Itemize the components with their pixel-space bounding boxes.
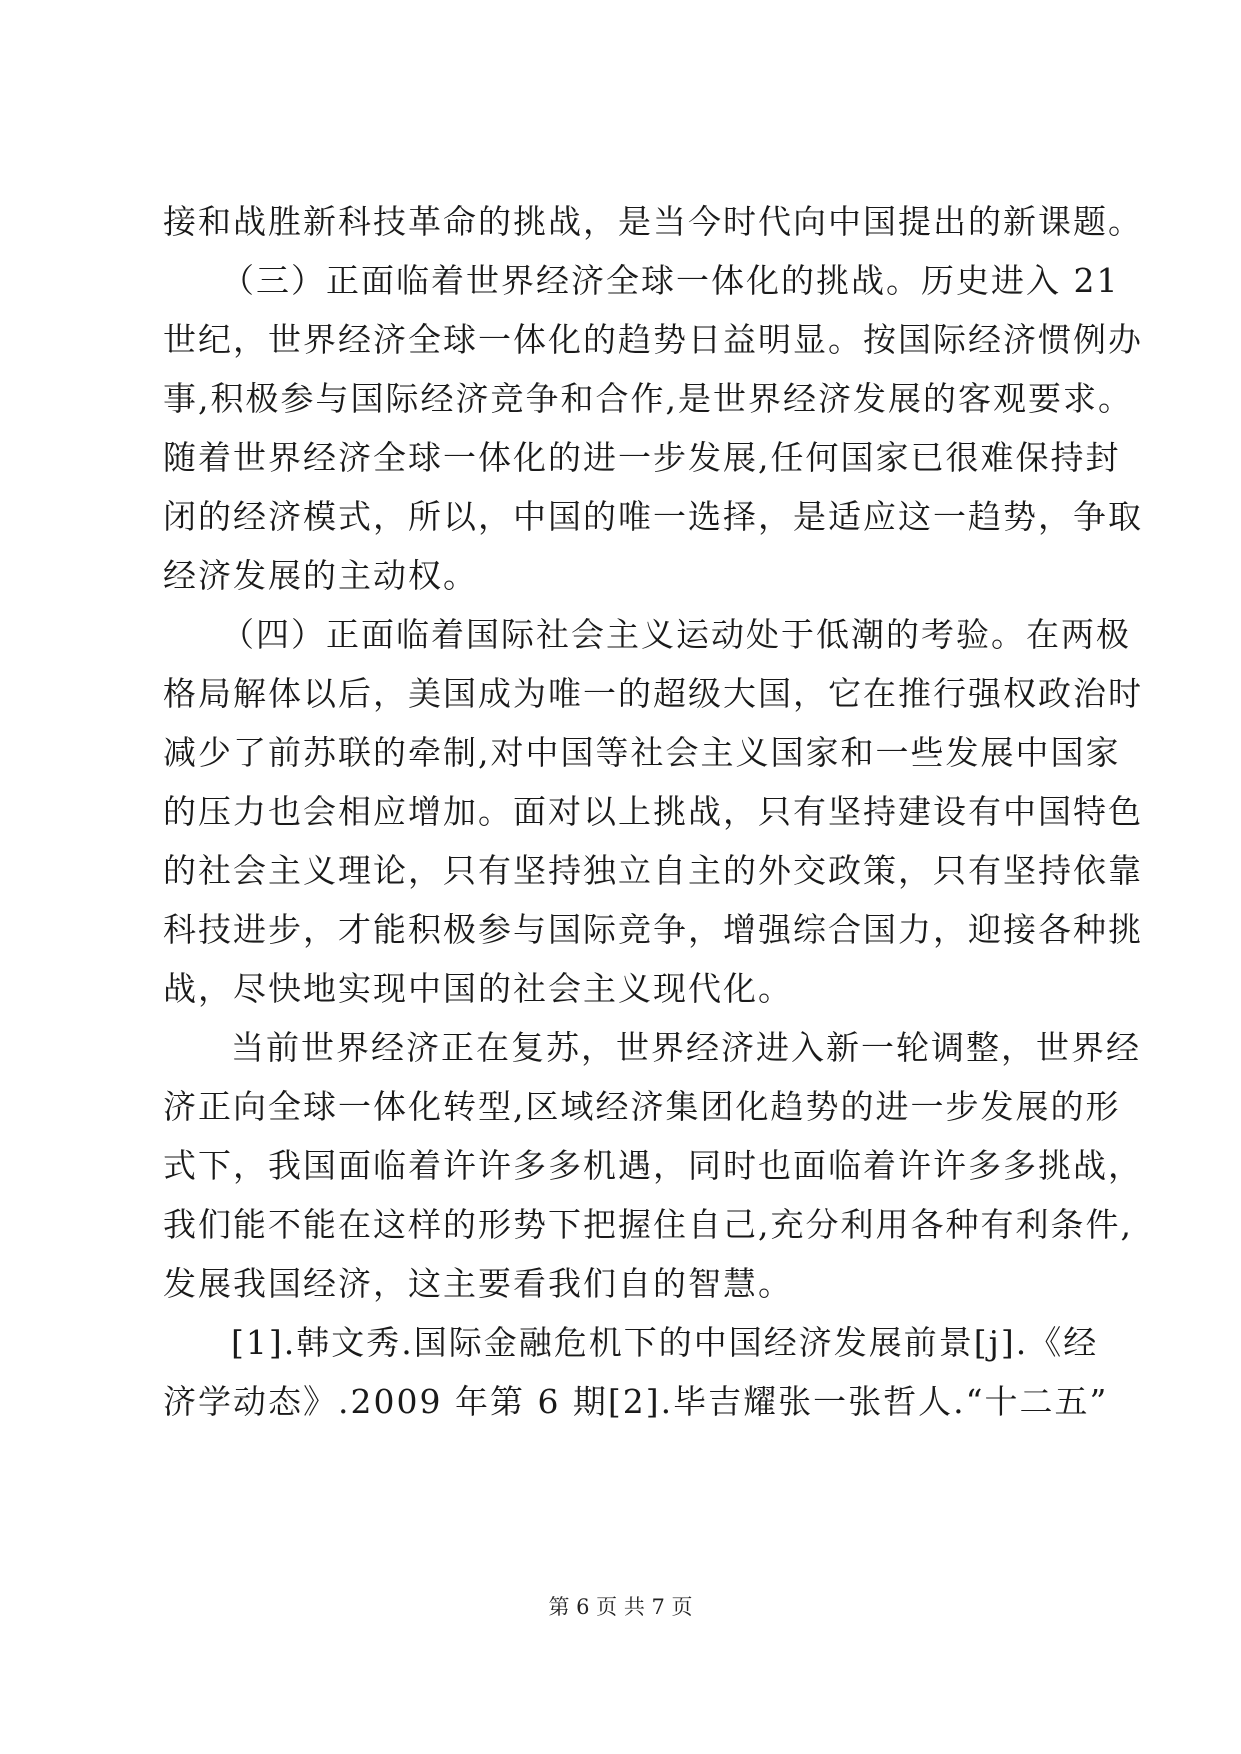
page-number-footer: 第 6 页 共 7 页 (548, 1595, 693, 1619)
text-line: 的社会主义理论，只有坚持独立自主的外交政策，只有坚持依靠 (163, 851, 1143, 890)
text-line: 科技进步，才能积极参与国际竞争，增强综合国力，迎接各种挑 (163, 910, 1143, 949)
text-line: 我们能不能在这样的形势下把握住自己,充分利用各种有利条件, (163, 1205, 1133, 1244)
text-line: 格局解体以后，美国成为唯一的超级大国，它在推行强权政治时 (163, 674, 1143, 713)
paragraph-start: 当前世界经济正在复苏，世界经济进入新一轮调整，世界经 (231, 1028, 1141, 1067)
text-line: 发展我国经济，这主要看我们自的智慧。 (163, 1264, 793, 1303)
text-line: 随着世界经济全球一体化的进一步发展,任何国家已很难保持封 (163, 438, 1121, 477)
reference-line: [1].韩文秀.国际金融危机下的中国经济发展前景[j].《经 (231, 1323, 1099, 1362)
text-line: 战，尽快地实现中国的社会主义现代化。 (163, 969, 793, 1008)
section-heading-3: （三）正面临着世界经济全球一体化的挑战。历史进入 21 (221, 261, 1120, 300)
text-line: 式下，我国面临着许许多多机遇，同时也面临着许许多多挑战， (163, 1146, 1143, 1185)
text-line: 闭的经济模式，所以，中国的唯一选择，是适应这一趋势，争取 (163, 497, 1143, 536)
text-line: 的压力也会相应增加。面对以上挑战，只有坚持建设有中国特色 (163, 792, 1143, 831)
text-line: 接和战胜新科技革命的挑战，是当今时代向中国提出的新课题。 (163, 202, 1143, 241)
text-line: 减少了前苏联的牵制,对中国等社会主义国家和一些发展中国家 (163, 733, 1121, 772)
text-line: 济正向全球一体化转型,区域经济集团化趋势的进一步发展的形 (163, 1087, 1121, 1126)
text-line: 事,积极参与国际经济竞争和合作,是世界经济发展的客观要求。 (163, 379, 1133, 418)
reference-line: 济学动态》.2009 年第 6 期[2].毕吉耀张一张哲人.“十二五” (163, 1382, 1109, 1421)
text-line: 经济发展的主动权。 (163, 556, 478, 595)
section-heading-4: （四）正面临着国际社会主义运动处于低潮的考验。在两极 (221, 615, 1131, 654)
text-line: 世纪，世界经济全球一体化的趋势日益明显。按国际经济惯例办 (163, 320, 1143, 359)
